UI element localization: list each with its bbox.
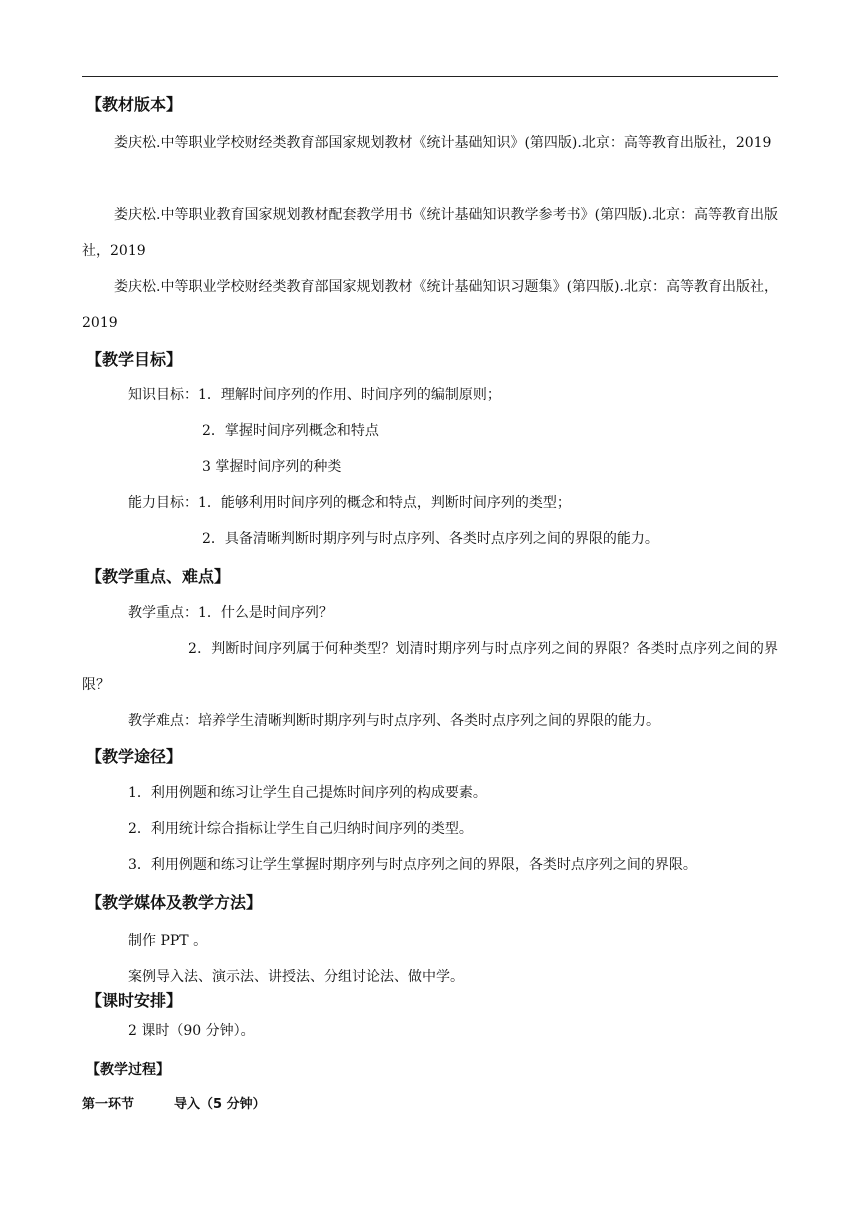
- media-item-1: 制作 PPT 。: [128, 933, 208, 949]
- heading-process: 【教学过程】: [86, 1062, 170, 1078]
- edition-item-1: 娄庆松.中等职业学校财经类教育部国家规划教材《统计基础知识》(第四版).北京：高等教育出版社，2019: [114, 135, 772, 151]
- section-title: 导入（5 分钟）: [174, 1097, 266, 1112]
- approach-item-1: 1．利用例题和练习让学生自己提炼时间序列的构成要素。: [128, 785, 487, 801]
- focus-label: 教学重点：: [128, 605, 198, 621]
- media-item-2: 案例导入法、演示法、讲授法、分组讨论法、做中学。: [128, 969, 464, 985]
- approach-item-2: 2．利用统计综合指标让学生自己归纳时间序列的类型。: [128, 821, 473, 837]
- focus-item-2: 2．判断时间序列属于何种类型？划清时期序列与时点序列之间的界限？各类时点序列之间的界限？: [82, 641, 778, 693]
- knowledge-item-3: 3 掌握时间序列的种类: [202, 459, 342, 475]
- edition-item-2: 娄庆松.中等职业教育国家规划教材配套教学用书《统计基础知识教学参考书》(第四版).北京：高等教育出版社，2019: [82, 207, 778, 259]
- heading-edition: 【教材版本】: [86, 95, 183, 114]
- difficulty-text: 教学难点：培养学生清晰判断时期序列与时点序列、各类时点序列之间的界限的能力。: [128, 713, 660, 729]
- ability-item-2: 2．具备清晰判断时期序列与时点序列、各类时点序列之间的界限的能力。: [202, 531, 659, 547]
- knowledge-item-1: 1．理解时间序列的作用、时间序列的编制原则；: [198, 387, 501, 403]
- heading-keypoints: 【教学重点、难点】: [86, 567, 231, 586]
- edition-item-3: 娄庆松.中等职业学校财经类教育部国家规划教材《统计基础知识习题集》(第四版).北京：高等教育出版社，2019: [82, 279, 778, 331]
- ability-label: 能力目标：: [128, 495, 198, 511]
- heading-schedule: 【课时安排】: [86, 991, 183, 1010]
- schedule-text: 2 课时（90 分钟）。: [128, 1023, 255, 1039]
- focus-item-1: 1．什么是时间序列？: [198, 605, 333, 621]
- heading-approach: 【教学途径】: [86, 747, 183, 766]
- section-label: 第一环节: [82, 1097, 135, 1112]
- ability-item-1: 1．能够利用时间序列的概念和特点，判断时间序列的类型；: [198, 495, 571, 511]
- knowledge-label: 知识目标：: [128, 387, 198, 403]
- heading-media: 【教学媒体及教学方法】: [86, 893, 263, 912]
- approach-item-3: 3．利用例题和练习让学生掌握时期序列与时点序列之间的界限，各类时点序列之间的界限。: [128, 857, 697, 873]
- heading-objectives: 【教学目标】: [86, 350, 183, 369]
- knowledge-item-2: 2．掌握时间序列概念和特点: [202, 423, 379, 439]
- header-rule: [82, 76, 778, 77]
